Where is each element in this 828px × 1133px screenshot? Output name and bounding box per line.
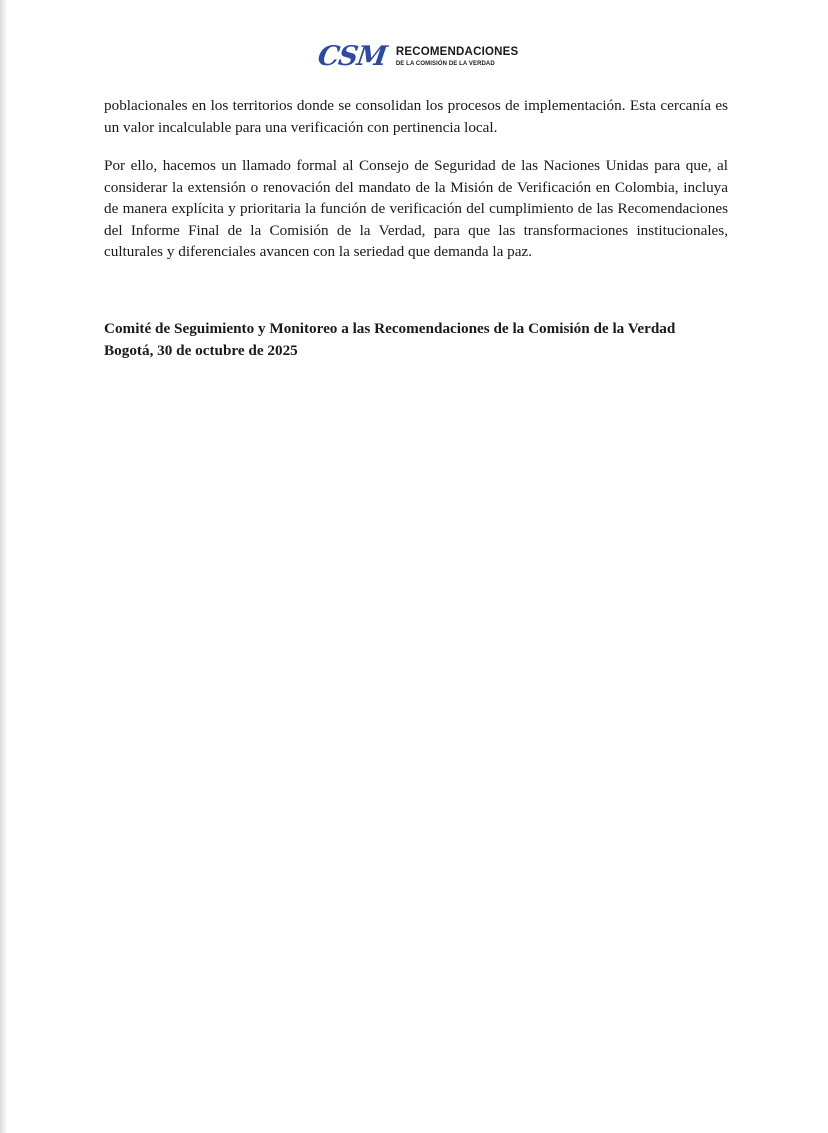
logo-wordmark (396, 47, 518, 67)
paragraph-1: poblacionales en los territorios donde se consolidan los procesos de implementación. Esta cercanía es un valor incalculable para una verificación con pertinencia local. (104, 97, 728, 136)
signature-committee: Comité de Seguimiento y Monitoreo a las Recomendaciones de la Comisión de la Verdad (104, 320, 676, 337)
logo-subtitle: DE LA COMISIÓN DE LA VERDAD (395, 60, 495, 67)
page-edge-shadow (0, 0, 8, 1133)
logo-title: RECOMENDACIONES (395, 46, 519, 59)
csm-logo: CSM (315, 41, 389, 72)
paragraph-2: Por ello, hacemos un llamado formal al Consejo de Seguridad de las Naciones Unidas para que, al considerar la extensión o renovación del mandato de la Misión de Verificación en Colombia, incluya de manera explícita y prioritaria la función de verificación del cumplimiento de las Recomendaciones del Informe Final de la Comisión de la Verdad, para que las transformaciones institucionales, culturales y diferenciales avancen con la seriedad que demanda la paz. (104, 157, 728, 260)
letterhead (315, 41, 519, 72)
signature-place-date: Bogotá, 30 de octubre de 2025 (104, 342, 298, 359)
signature-block (104, 318, 744, 362)
